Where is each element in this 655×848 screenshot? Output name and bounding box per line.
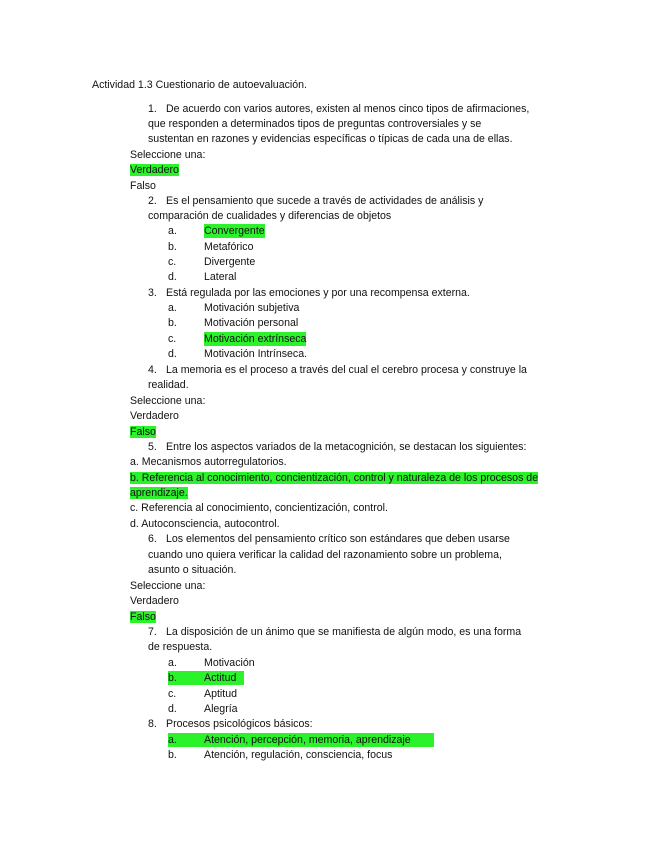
select-prompt: Seleccione una: bbox=[130, 395, 206, 407]
option-a[interactable]: a. Mecanismos autorregulatorios. bbox=[130, 456, 287, 468]
activity-title: Actividad 1.3 Cuestionario de autoevaluación. bbox=[92, 79, 307, 91]
question-text: Entre los aspectos variados de la metacognición, se destacan los siguientes: bbox=[166, 441, 527, 453]
option-letter: c. bbox=[168, 333, 177, 345]
option-false[interactable] bbox=[130, 610, 156, 624]
question-3 bbox=[148, 286, 470, 300]
option-true[interactable] bbox=[130, 163, 179, 177]
question-text: Los elementos del pensamiento crítico son estándares que deben usarse bbox=[166, 533, 510, 545]
option-false[interactable]: Falso bbox=[130, 180, 156, 192]
answer-highlight: aprendizaje. bbox=[130, 487, 188, 499]
question-number: 2. bbox=[148, 195, 157, 207]
select-prompt: Seleccione una: bbox=[130, 580, 206, 592]
question-text: De acuerdo con varios autores, existen al menos cinco tipos de afirmaciones, bbox=[166, 103, 530, 115]
option-letter: c. bbox=[168, 688, 177, 700]
option-text: Atención, regulación, consciencia, focus bbox=[204, 749, 393, 761]
option-text: Motivación bbox=[204, 657, 255, 669]
option-letter: a. bbox=[168, 302, 177, 314]
option-letter: b. bbox=[168, 749, 177, 761]
question-4 bbox=[148, 363, 527, 377]
option-letter: d. bbox=[168, 703, 177, 715]
option-letter: d. bbox=[168, 348, 177, 360]
question-6 bbox=[148, 532, 510, 546]
option-text: Motivación subjetiva bbox=[204, 302, 300, 314]
question-1 bbox=[148, 102, 529, 116]
option-text: Divergente bbox=[204, 256, 256, 268]
question-5 bbox=[148, 440, 526, 454]
answer-highlight: b. Referencia al conocimiento, concientización, control y naturaleza de los procesos de bbox=[130, 472, 539, 484]
option-text: Alegría bbox=[204, 703, 238, 715]
question-6-line-3: asunto o situación. bbox=[148, 564, 237, 576]
question-number: 8. bbox=[148, 718, 157, 730]
question-6-line-2: cuando uno quiera verificar la calidad del razonamiento sobre un problema, bbox=[148, 549, 502, 561]
question-number: 6. bbox=[148, 533, 157, 545]
question-8 bbox=[148, 717, 313, 731]
answer-highlight: Falso bbox=[130, 426, 156, 438]
question-4-line-2: realidad. bbox=[148, 379, 189, 391]
question-text: Procesos psicológicos básicos: bbox=[166, 718, 313, 730]
option-text: Metafórico bbox=[204, 241, 254, 253]
question-text: La disposición de un ánimo que se manifiesta de algún modo, es una forma bbox=[166, 626, 522, 638]
answer-highlight: Verdadero bbox=[130, 164, 179, 176]
option-text: Motivación personal bbox=[204, 317, 299, 329]
select-prompt: Seleccione una: bbox=[130, 149, 206, 161]
question-7 bbox=[148, 625, 521, 639]
option-letter: b. bbox=[168, 317, 177, 329]
question-number: 7. bbox=[148, 626, 157, 638]
option-letter: d. bbox=[168, 271, 177, 283]
option-letter: b. bbox=[168, 241, 177, 253]
option-letter: b. bbox=[168, 672, 177, 684]
option-letter: a. bbox=[168, 657, 177, 669]
question-2 bbox=[148, 194, 483, 208]
option-true[interactable]: Verdadero bbox=[130, 410, 179, 422]
answer-highlight: Falso bbox=[130, 611, 156, 623]
option-c[interactable]: c. Referencia al conocimiento, concientización, control. bbox=[130, 502, 388, 514]
option-text-highlighted: Convergente bbox=[204, 225, 265, 237]
option-letter: c. bbox=[168, 256, 177, 268]
option-letter: a. bbox=[168, 734, 177, 746]
option-text: Aptitud bbox=[204, 688, 237, 700]
option-true[interactable]: Verdadero bbox=[130, 595, 179, 607]
question-1-line-3: sustentan en razones y evidencias específicas o típicas de cada una de ellas. bbox=[148, 133, 513, 145]
question-text: Es el pensamiento que sucede a través de actividades de análisis y bbox=[166, 195, 484, 207]
option-text-highlighted: Atención, percepción, memoria, aprendizaje bbox=[204, 734, 411, 746]
question-number: 4. bbox=[148, 364, 157, 376]
question-text: La memoria es el proceso a través del cual el cerebro procesa y construye la bbox=[166, 364, 527, 376]
option-d[interactable]: d. Autoconsciencia, autocontrol. bbox=[130, 518, 280, 530]
question-2-line-2: comparación de cualidades y diferencias de objetos bbox=[148, 210, 392, 222]
question-number: 3. bbox=[148, 287, 157, 299]
option-b[interactable] bbox=[130, 471, 538, 485]
question-number: 5. bbox=[148, 441, 157, 453]
question-7-line-2: de respuesta. bbox=[148, 641, 213, 653]
option-text-highlighted: Actitud bbox=[204, 672, 237, 684]
question-number: 1. bbox=[148, 103, 157, 115]
option-letter: a. bbox=[168, 225, 177, 237]
option-b-line-2[interactable] bbox=[130, 486, 188, 500]
question-1-line-2: que responden a determinados tipos de preguntas controversiales y se bbox=[148, 118, 482, 130]
option-text-highlighted: Motivación extrínseca bbox=[204, 333, 307, 345]
option-text: Motivación Intrínseca. bbox=[204, 348, 308, 360]
option-text: Lateral bbox=[204, 271, 237, 283]
question-text: Está regulada por las emociones y por una recompensa externa. bbox=[166, 287, 470, 299]
option-false[interactable] bbox=[130, 425, 156, 439]
